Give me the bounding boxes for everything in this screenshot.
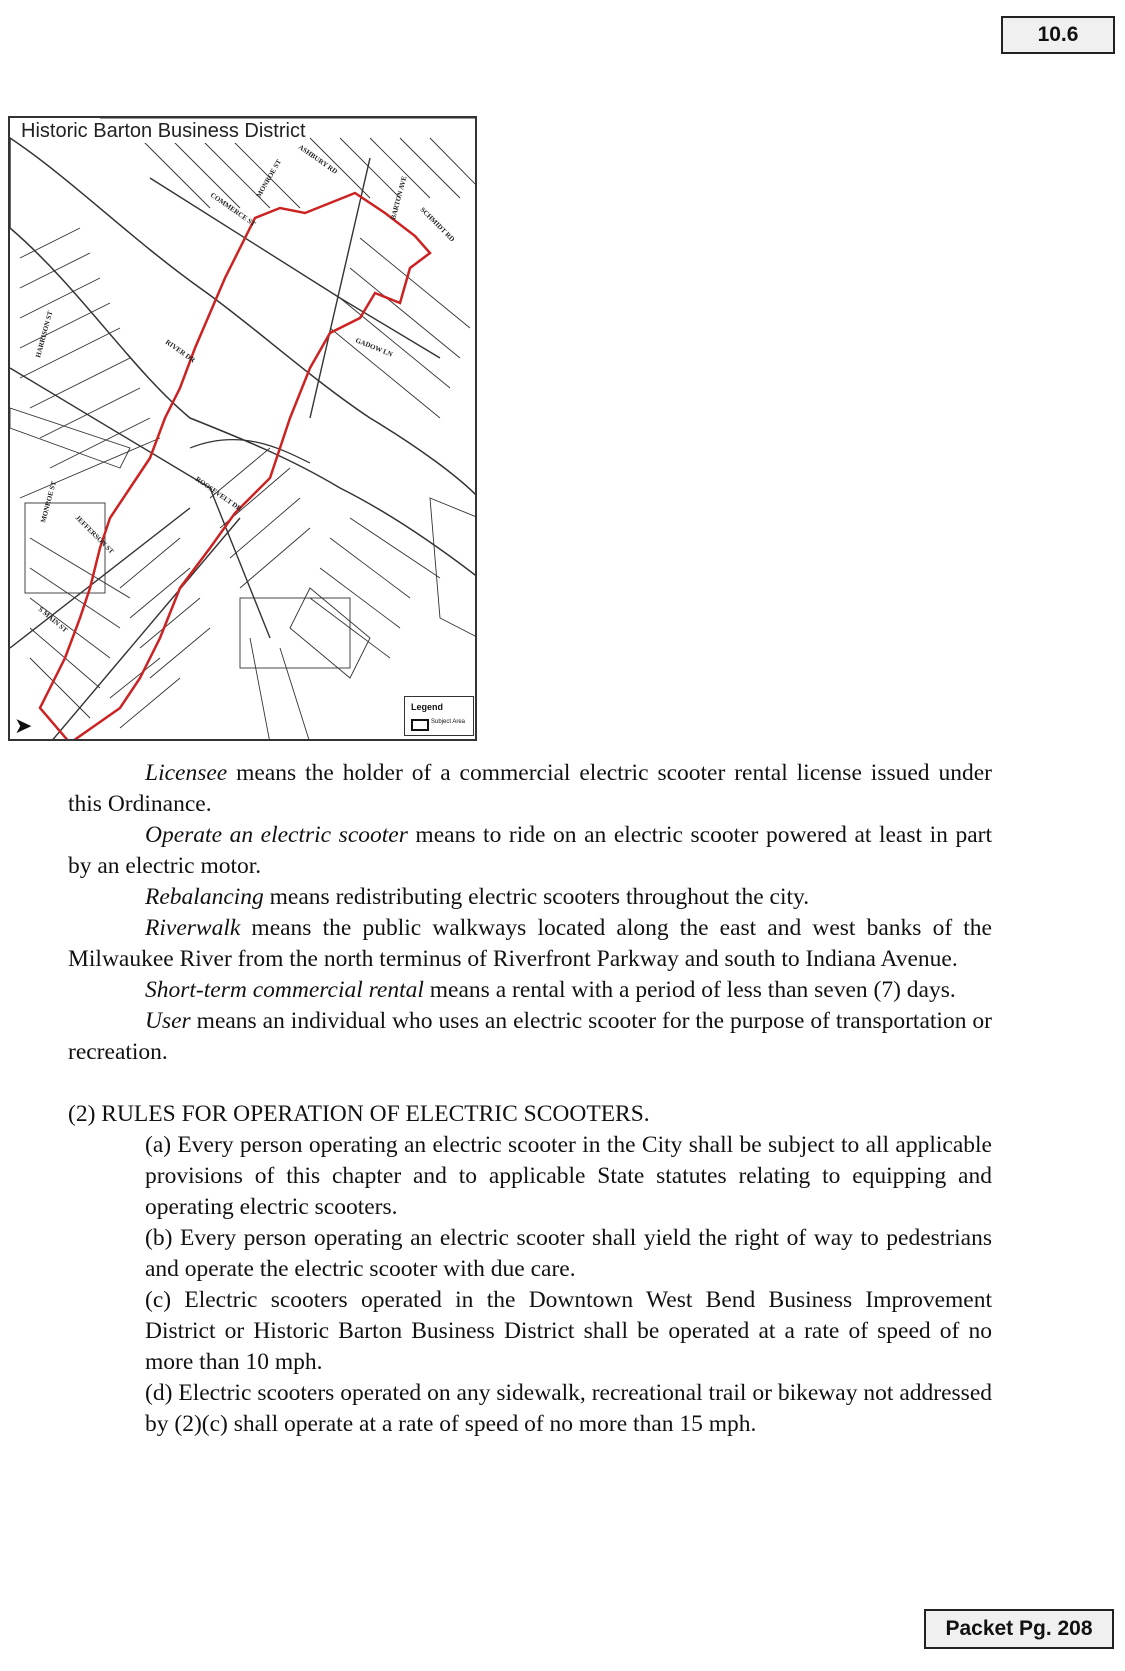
item-number-badge: 10.6 bbox=[1001, 16, 1115, 54]
street-label: BARTON AVE bbox=[389, 175, 409, 221]
legend-label: Subject Area bbox=[431, 719, 466, 725]
street-label: MONROE ST bbox=[39, 480, 58, 524]
street-label: SCHMIDT RD bbox=[418, 205, 457, 244]
subject-area-swatch bbox=[411, 719, 429, 731]
street-label: JEFFERSON ST bbox=[73, 513, 116, 556]
rule-item: (b) Every person operating an electric scooter shall yield the right of way to pedestrians and operate the electric scooter with due care. bbox=[145, 1225, 992, 1282]
rule-item: (c) Electric scooters operated in the Downtown West Bend Business Improvement District or Historic Barton Business District shall be operated at a rate of speed of no more than 10 mph. bbox=[145, 1287, 992, 1375]
definition bbox=[68, 882, 992, 913]
north-arrow-icon: ➤ bbox=[14, 714, 33, 739]
definition-term: Short-term commercial rental bbox=[145, 977, 424, 1003]
street-label: MONROE ST bbox=[254, 158, 284, 199]
street-label: ASHBURY RD bbox=[296, 143, 339, 176]
rule-item: (a) Every person operating an electric scooter in the City shall be subject to all applicable provisions of this chapter and to applicable State statutes relating to equipping and operating electric scooters. bbox=[145, 1132, 992, 1220]
street-label: GADOW LN bbox=[354, 336, 394, 359]
definition-term: Rebalancing bbox=[145, 884, 264, 910]
definition bbox=[68, 975, 992, 1006]
spacer bbox=[68, 1068, 992, 1099]
definition bbox=[68, 820, 992, 882]
definition bbox=[68, 758, 992, 820]
street-label: RIVER DR bbox=[163, 338, 197, 365]
definition bbox=[68, 913, 992, 975]
street-label: S MAIN ST bbox=[36, 605, 69, 635]
ordinance-text bbox=[68, 758, 992, 1440]
definition-text: means redistributing electric scooters throughout the city. bbox=[263, 884, 810, 910]
packet-page-badge: Packet Pg. 208 bbox=[924, 1609, 1114, 1649]
map-title: Historic Barton Business District bbox=[18, 120, 309, 143]
definition-text: means a rental with a period of less than seven (7) days. bbox=[423, 977, 956, 1003]
district-map bbox=[8, 116, 477, 741]
definition-text: means the holder of a commercial electric scooter rental license issued under this Ordinance. bbox=[68, 760, 992, 817]
definition bbox=[68, 1006, 992, 1068]
map-legend bbox=[404, 696, 474, 736]
definition-term: Riverwalk bbox=[145, 915, 241, 941]
street-label: ROOSEVELT DR bbox=[193, 475, 244, 513]
definition-term: Licensee bbox=[145, 760, 228, 786]
street-label: HARRISON ST bbox=[34, 310, 55, 359]
definition-text: means an individual who uses an electric scooter for the purpose of transportation or recreation. bbox=[68, 1008, 992, 1065]
legend-title: Legend bbox=[411, 702, 444, 712]
rule-item: (d) Electric scooters operated on any sidewalk, recreational trail or bikeway not addressed by (2)(c) shall operate at a rate of speed of no more than 15 mph. bbox=[145, 1380, 992, 1437]
street-label: COMMERCE ST bbox=[208, 191, 258, 229]
rules-heading: (2) RULES FOR OPERATION OF ELECTRIC SCOOTERS. bbox=[68, 1101, 650, 1127]
definition-term: Operate an electric scooter bbox=[145, 822, 408, 848]
definition-text: means the public walkways located along the east and west banks of the Milwaukee River from the north terminus of Riverfront Parkway and south to Indiana Avenue. bbox=[68, 915, 992, 972]
definition-term: User bbox=[145, 1008, 191, 1034]
map-graphic bbox=[10, 118, 477, 741]
definition-text: means to ride on an electric scooter powered at least in part by an electric motor. bbox=[68, 822, 992, 879]
